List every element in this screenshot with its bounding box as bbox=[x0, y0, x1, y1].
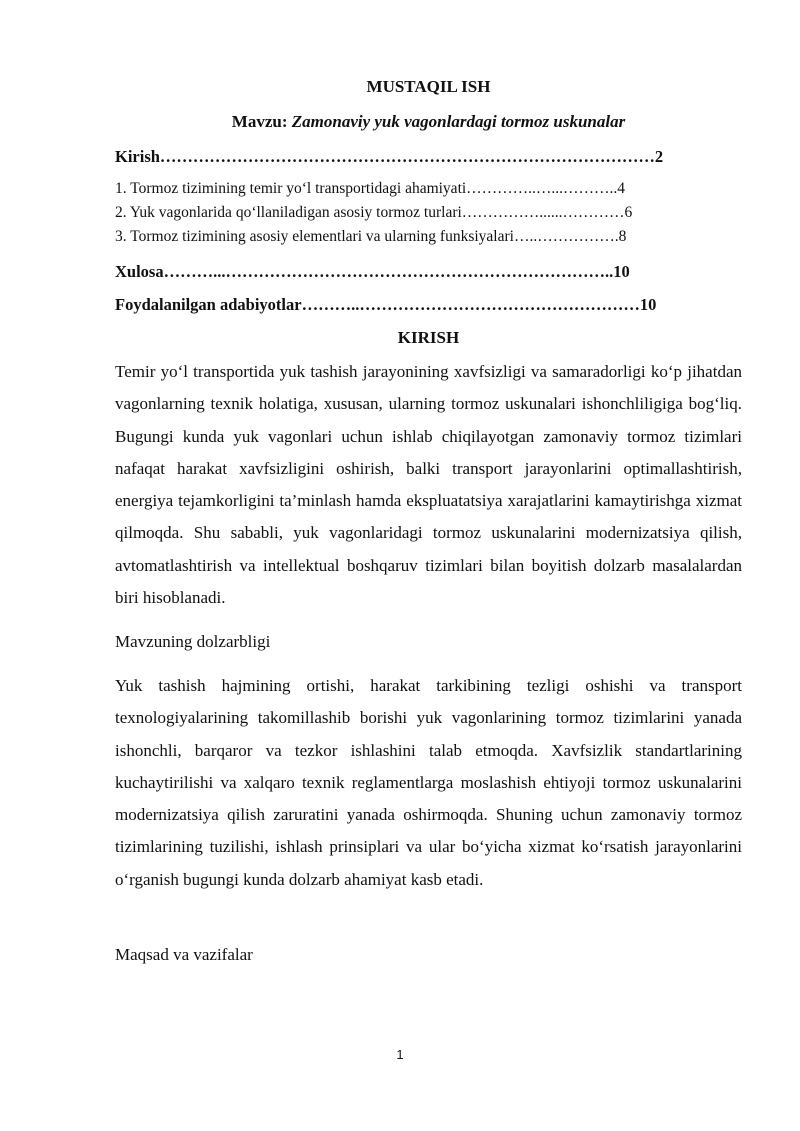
relevance-paragraph: Yuk tashish hajmining ortishi, harakat tarkibining tezligi oshishi va transport texnologiyalarining takomillashib borishi yuk vagonlarining tormoz tizimlarini yanada ishonchli, barqaror va tezkor ishlashini talab etmoqda. Xavfsizlik standartlarining kuchaytirilishi va xalqaro texnik reglamentlarga moslashish ehtiyoji tormoz uskunalarini modernizatsiya qilish zaruratini yanada oshirmoqda. Shuning uchun zamonaviy tormoz tizimlarining tuzilishi, ishlash prinsiplari va ular bo‘yicha xizmat ko‘rsatish jarayonlarini o‘rganish bugungi kunda dolzarb ahamiyat kasb etadi. bbox=[115, 676, 742, 889]
goals-heading: Maqsad va vazifalar bbox=[115, 945, 253, 964]
toc-item-3: 3. Tormoz tizimining asosiy elementlari va ularning funksiyalari…..…………….8 bbox=[115, 228, 627, 245]
page-number: 1 bbox=[396, 1047, 404, 1062]
toc-item-1: 1. Tormoz tizimining temir yo‘l transportidagi ahamiyati…………..…...………..4 bbox=[115, 180, 626, 197]
toc-item-adabiyotlar: Foydalanilgan adabiyotlar………..……………………………………………10 bbox=[115, 295, 657, 314]
topic-text: Zamonaviy yuk vagonlardagi tormoz uskunalar bbox=[291, 112, 626, 131]
intro-paragraph: Temir yo‘l transportida yuk tashish jarayonining xavfsizligi va samaradorligi ko‘p jihatdan vagonlarning texnik holatiga, xususan, ularning tormoz uskunalari ishonchliligiga bog‘liq. Bugungi kunda yuk vagonlari uchun ishlab chiqilayotgan zamonaviy tormoz tizimlari nafaqat harakat xavfsizligini oshirish, balki transport jarayonlarini optimallashtirish, energiya tejamkorligini ta’minlash hamda ekspluatatsiya xarajatlarini kamaytirishga xizmat qilmoqda. Shu sababli, yuk vagonlaridagi tormoz uskunalarini modernizatsiya qilish, avtomatlashtirish va intellektual boshqaruv tizimlari bilan boyitish dolzarb masalalardan biri hisoblanadi. bbox=[115, 362, 742, 608]
kirish-heading: KIRISH bbox=[397, 328, 460, 347]
toc-item-2: 2. Yuk vagonlarida qo‘llaniladigan asosiy tormoz turlari……………......…………6 bbox=[115, 204, 633, 221]
topic-line bbox=[115, 112, 742, 132]
document-title: MUSTAQIL ISH bbox=[366, 77, 491, 96]
toc-item-kirish: Kirish………………………………………………………………………………2 bbox=[115, 147, 664, 166]
topic-label: Mavzu: bbox=[231, 112, 288, 131]
toc-item-xulosa: Xulosa………...……………………………………………………………..10 bbox=[115, 262, 630, 281]
relevance-heading: Mavzuning dolzarbligi bbox=[115, 632, 271, 651]
